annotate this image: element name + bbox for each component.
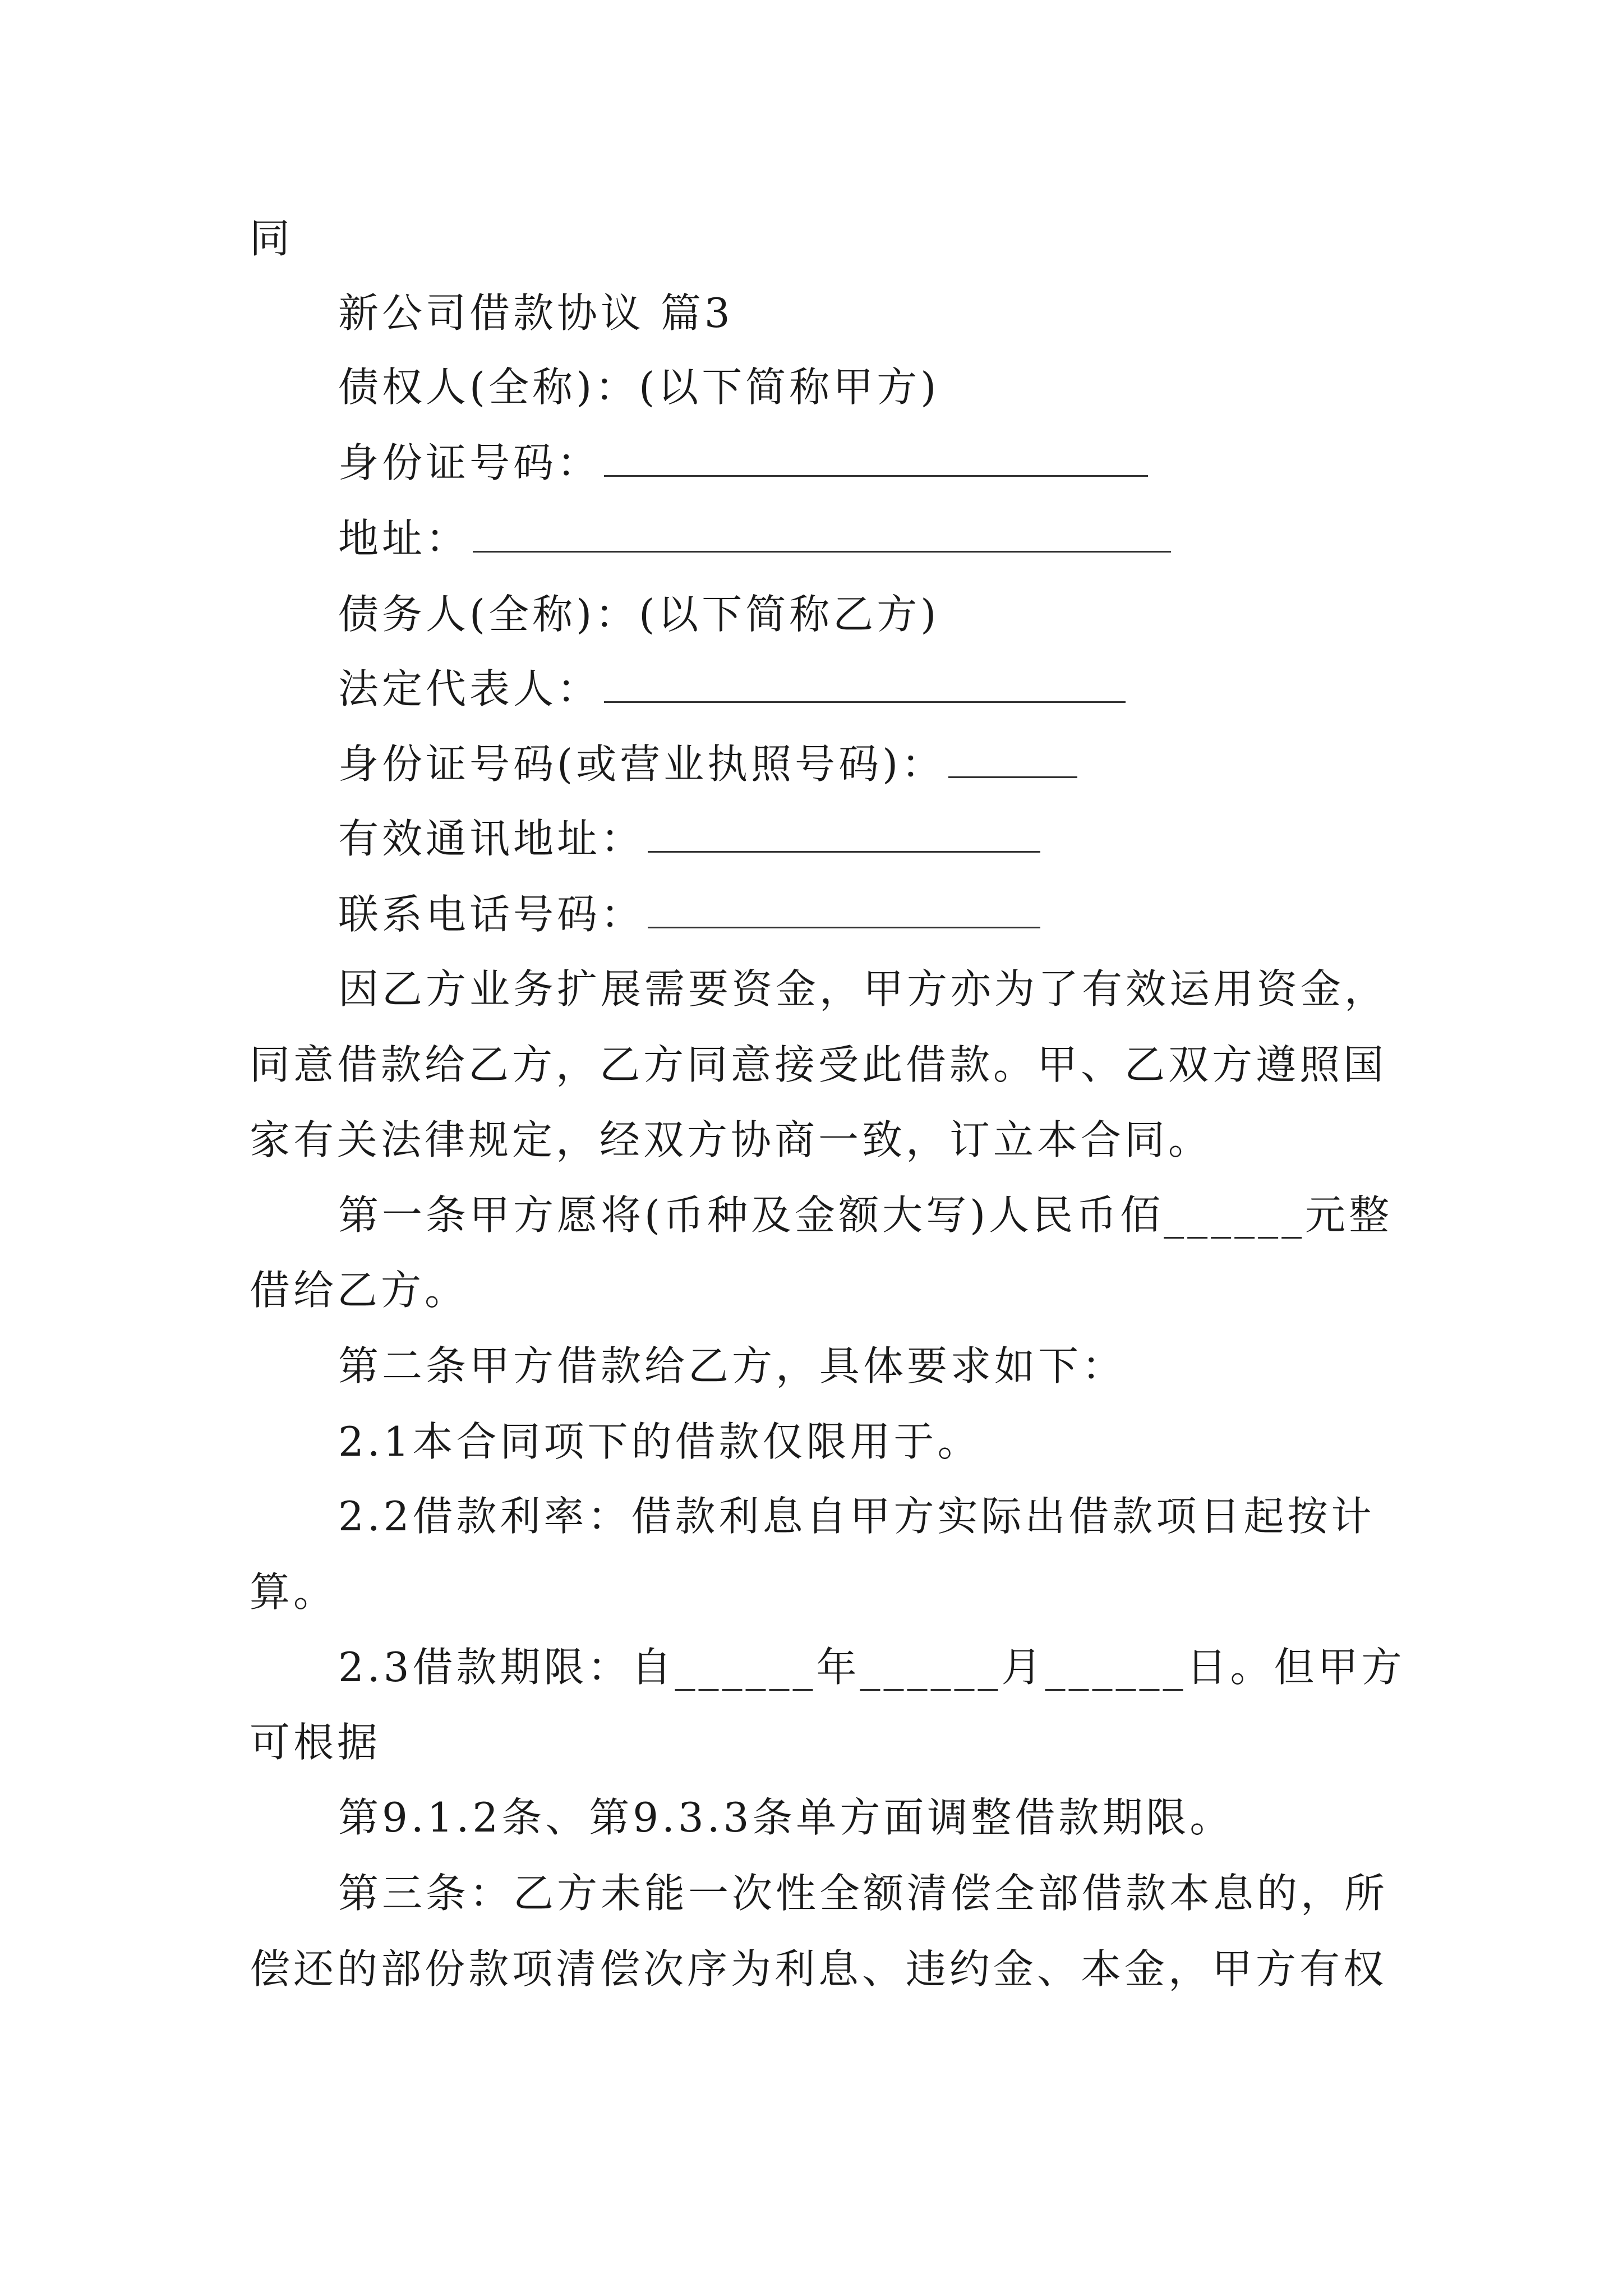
clause-2-3: 可根据 (250, 1719, 381, 1766)
creditor-address-blank (473, 512, 1171, 553)
legal-rep-blank (604, 662, 1126, 703)
legal-rep-line (338, 661, 1482, 717)
debtor-id-line (338, 736, 1482, 792)
clause-2-2: 2.2借款利率：借款利息自甲方实际出借款项日起按计 (338, 1493, 1375, 1540)
article-one-line: 第一条甲方愿将(币种及金额大写)人民币佰______元整 (338, 1191, 1393, 1239)
phone-label: 联系电话号码： (338, 891, 645, 938)
text-line-continuation: 同 (250, 215, 294, 262)
debtor-id-blank (948, 737, 1077, 778)
article-three-line: 第三条：乙方未能一次性全额清偿全部借款本息的，所 (338, 1870, 1389, 1917)
creditor-id-label: 身份证号码： (338, 439, 601, 486)
debtor-line: 债务人(全称)：(以下简称乙方) (338, 591, 940, 638)
creditor-address-line (338, 510, 1482, 567)
paragraph-line: 因乙方业务扩展需要资金，甲方亦为了有效运用资金， (338, 965, 1389, 1013)
legal-rep-label: 法定代表人： (338, 665, 601, 712)
clause-reference: 第9.1.2条、第9.3.3条单方面调整借款期限。 (338, 1794, 1234, 1841)
section-title: 新公司借款协议 篇3 (338, 289, 734, 337)
clause-2-3: 2.3借款期限：自______年______月______日。但甲方 (338, 1644, 1405, 1691)
creditor-address-label: 地址： (338, 515, 470, 562)
address-line (338, 811, 1482, 867)
paragraph-line: 家有关法律规定，经双方协商一致，订立本合同。 (250, 1116, 1212, 1163)
phone-line (338, 886, 1482, 942)
address-blank (648, 812, 1040, 853)
paragraph-line: 同意借款给乙方，乙方同意接受此借款。甲、乙双方遵照国 (250, 1041, 1387, 1088)
address-label: 有效通讯地址： (338, 815, 645, 862)
debtor-id-label: 身份证号码(或营业执照号码)： (338, 740, 946, 788)
creditor-line: 债权人(全称)：(以下简称甲方) (338, 364, 940, 411)
creditor-id-blank (604, 436, 1148, 477)
creditor-id-line (338, 435, 1482, 491)
clause-2-1: 2.1本合同项下的借款仅限用于。 (338, 1418, 981, 1465)
phone-blank (648, 887, 1040, 928)
article-one-line: 借给乙方。 (250, 1267, 469, 1314)
article-three-line: 偿还的部份款项清偿次序为利息、违约金、本金，甲方有权 (250, 1945, 1387, 1993)
article-two-line: 第二条甲方借款给乙方，具体要求如下： (338, 1342, 1126, 1389)
clause-2-2: 算。 (250, 1568, 338, 1616)
